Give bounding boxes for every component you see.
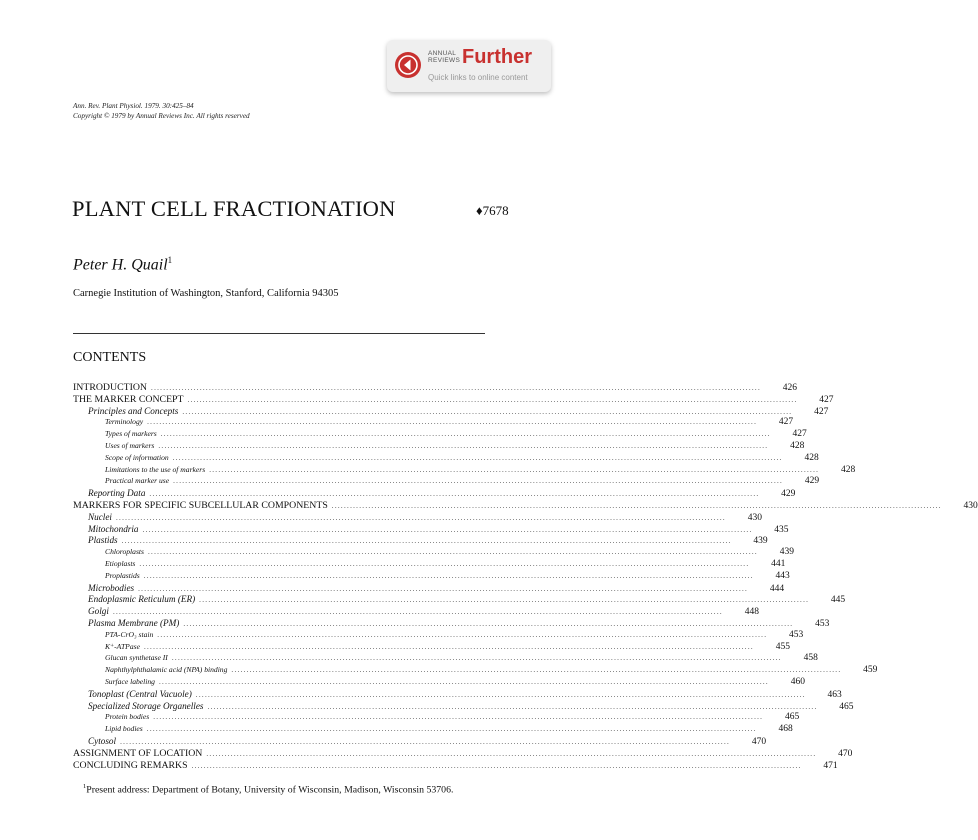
dot-leader: ........................................................................................................................................................................................................ [120,737,731,746]
toc-entry-title: Golgi [88,606,109,617]
article-number: ♦7678 [476,203,509,218]
toc-entry [73,417,794,429]
toc-entry [73,382,798,394]
toc-entry [73,594,846,606]
badge-brand-bottom: REVIEWS [428,57,461,64]
dot-leader: ........................................................................................................................................................................................................ [158,677,769,686]
toc-entry [73,688,842,701]
toc-entry-page: 443 [775,570,790,581]
toc-entry [73,535,768,547]
toc-entry-page: 471 [823,760,838,771]
dot-leader: ........................................................................................................................................................................................................ [191,761,802,770]
toc-entry-page: 428 [804,452,819,463]
dot-leader: ........................................................................................................................................................................................................ [151,384,762,392]
toc-entry-page: 453 [789,629,804,640]
toc-entry-page: 455 [775,641,790,652]
toc-entry [73,488,796,500]
dot-leader: ........................................................................................................................................................................................................ [231,666,842,675]
toc-entry [73,724,793,736]
toc-entry-page: 435 [774,524,789,535]
toc-entry-title: Practical marker use [105,476,170,486]
author-affiliation: Carnegie Institution of Washington, Stanford, California 94305 [73,288,339,299]
toc-entry-page: 427 [778,417,794,428]
toc-entry-page: 460 [790,676,805,687]
toc-entry-page: 428 [790,440,805,451]
toc-entry-title: Lipid bodies [105,724,143,734]
toc-entry-page: 465 [839,701,854,712]
author-name [73,250,172,275]
badge-further-word: Further [462,46,532,68]
toc-entry-page: 427 [814,406,829,417]
toc-entry-title: MARKERS FOR SPECIFIC SUBCELLULAR COMPONENTS [73,499,328,511]
toc-entry-page: 458 [803,653,818,664]
toc-entry [73,641,790,654]
toc-entry-page: 428 [840,464,856,475]
toc-entry-title: Scope of information [105,452,169,462]
toc-entry-title: Reporting Data [88,488,146,499]
toc-entry-title: Limitations to the use of markers [105,464,206,474]
dot-leader: ........................................................................................................................................................................................................ [171,654,782,663]
toc-entry-title: Surface labeling [105,676,155,686]
toc-entry [73,735,767,748]
toc-entry [73,440,805,453]
arrow-left-circle-icon [395,52,421,78]
table-of-contents [73,382,978,771]
toc-entry [73,558,786,571]
toc-entry-title: CONCLUDING REMARKS [73,759,188,771]
dot-leader: ........................................................................................................................................................................................................ [146,725,757,734]
toc-entry [73,511,762,524]
toc-entry-title: Mitochondria [88,523,139,534]
citation-line-1: Ann. Rev. Plant Physiol. 1979. 30:425–84 [73,102,194,110]
toc-entry-page: 468 [778,724,793,735]
toc-entry-title: Cytosol [88,735,117,746]
toc-entry-title: Etioplasts [105,558,136,568]
toc-entry-title: THE MARKER CONCEPT [73,393,184,405]
author-footnote-mark: 1 [167,255,173,265]
toc-entry-page: 427 [792,429,807,440]
article-title: PLANT CELL FRACTIONATION [72,196,396,221]
toc-entry-page: 470 [838,748,853,759]
journal-citation [73,101,250,121]
dot-leader: ........................................................................................................................................................................................................ [172,453,783,462]
toc-entry-title: Specialized Storage Organelles [88,700,204,711]
toc-entry [73,653,818,665]
toc-entry-page: 444 [769,583,785,594]
toc-entry-page: 429 [781,489,796,500]
toc-entry [73,617,830,630]
toc-entry-title: Tonoplast (Central Vacuole) [88,688,192,699]
toc-entry [73,452,819,465]
toc-entry-title: Plastids [88,535,118,546]
section-divider [73,333,485,334]
toc-entry [73,582,785,595]
toc-entry-page: 426 [782,383,798,393]
toc-entry-page: 465 [784,712,800,723]
toc-entry [73,570,790,583]
dot-leader: ........................................................................................................................................................................................................ [207,702,818,711]
dot-leader: ........................................................................................................................................................................................................ [209,465,820,474]
toc-entry-title: Endoplasmic Reticulum (ER) [88,594,196,605]
toc-entry-title: Glucan synthetase II [105,653,168,663]
toc-entry-title: PTA-CrO₃ stain [105,629,154,639]
dot-leader: ........................................................................................................................................................................................................ [138,584,749,593]
toc-entry-page: 463 [827,689,842,700]
toc-entry-title: Nuclei [88,511,112,522]
dot-leader: ........................................................................................................................................................................................................ [112,608,723,617]
dot-leader: ........................................................................................................................................................................................................ [121,537,732,546]
dot-leader: ........................................................................................................................................................................................................ [160,430,771,439]
toc-entry-title: K⁺-ATPase [105,641,140,651]
toc-entry [73,464,856,477]
toc-entry-page: 441 [771,558,786,569]
toc-entry-title: Principles and Concepts [88,405,179,416]
toc-entry [73,499,978,512]
dot-leader: ........................................................................................................................................................................................................ [139,559,750,568]
toc-entry-page: 459 [863,665,878,676]
toc-entry-title: Protein bodies [105,712,150,722]
dot-leader: ........................................................................................................................................................................................................ [182,407,793,416]
toc-entry [73,759,838,772]
dot-leader: ........................................................................................................................................................................................................ [158,441,769,450]
toc-entry-title: Plasma Membrane (PM) [88,617,180,628]
dot-leader: ........................................................................................................................................................................................................ [143,571,754,580]
toc-entry [73,712,800,724]
badge-brand-top: ANNUAL [428,50,457,57]
toc-entry-title: Terminology [105,417,144,427]
toc-entry [73,665,878,677]
footnote-mark: 1 [83,783,87,790]
toc-entry-page: 445 [830,595,846,606]
toc-entry-title: Types of markers [105,429,157,439]
citation-line-2: Copyright © 1979 by Annual Reviews Inc. All rights reserved [73,112,250,120]
dot-leader: ........................................................................................................................................................................................................ [147,548,758,557]
footnote-text: Present address: Department of Botany, University of Wisconsin, Madison, Wisconsin 53706. [86,784,454,796]
toc-entry [73,547,794,559]
dot-leader: ........................................................................................................................................................................................................ [142,525,753,534]
dot-leader: ........................................................................................................................................................................................................ [173,477,784,486]
toc-entry-title: Proplastids [105,570,140,580]
toc-entry-page: 430 [963,500,978,511]
toc-entry-page: 427 [819,394,834,405]
toc-entry-title: Chloroplasts [105,547,144,557]
toc-entry-page: 470 [751,736,767,747]
toc-entry-title: ASSIGNMENT OF LOCATION [73,747,203,759]
toc-entry-title: Naphthylphthalamic acid (NPA) binding [105,665,228,675]
toc-entry [73,405,829,418]
dot-leader: ........................................................................................................................................................................................................ [331,501,942,510]
toc-entry-page: 439 [779,547,794,558]
toc-entry [73,429,807,441]
dot-leader: ........................................................................................................................................................................................................ [187,395,798,404]
contents-heading: CONTENTS [73,350,147,365]
dot-leader: ........................................................................................................................................................................................................ [115,513,726,522]
toc-entry-title: Microbodies [88,582,135,593]
toc-entry-page: 453 [815,618,830,629]
dot-leader: ........................................................................................................................................................................................................ [149,490,760,499]
dot-leader: ........................................................................................................................................................................................................ [157,630,768,639]
toc-entry-page: 439 [753,536,768,547]
dot-leader: ........................................................................................................................................................................................................ [195,690,806,699]
toc-entry [73,747,853,760]
toc-entry [73,393,834,406]
toc-entry-title: Uses of markers [105,440,155,450]
author-name-text: Peter H. Quail [73,256,168,274]
toc-entry-title: INTRODUCTION [73,382,148,393]
toc-entry-page: 430 [747,512,762,523]
toc-entry [73,700,854,713]
toc-entry [73,629,804,642]
toc-entry-page: 448 [744,607,759,618]
toc-entry [73,476,820,488]
toc-entry [73,676,805,689]
dot-leader: ........................................................................................................................................................................................................ [153,713,764,722]
footnote [73,780,485,797]
toc-entry [73,523,789,536]
dot-leader: ........................................................................................................................................................................................................ [183,619,794,628]
toc-entry [73,606,759,618]
dot-leader: ........................................................................................................................................................................................................ [199,596,810,605]
dot-leader: ........................................................................................................................................................................................................ [147,418,758,427]
further-links-badge[interactable] [387,40,551,92]
toc-entry-page: 429 [804,476,820,487]
dot-leader: ........................................................................................................................................................................................................ [143,642,754,651]
badge-subtitle: Quick links to online content [428,73,528,82]
dot-leader: ........................................................................................................................................................................................................ [206,749,817,758]
